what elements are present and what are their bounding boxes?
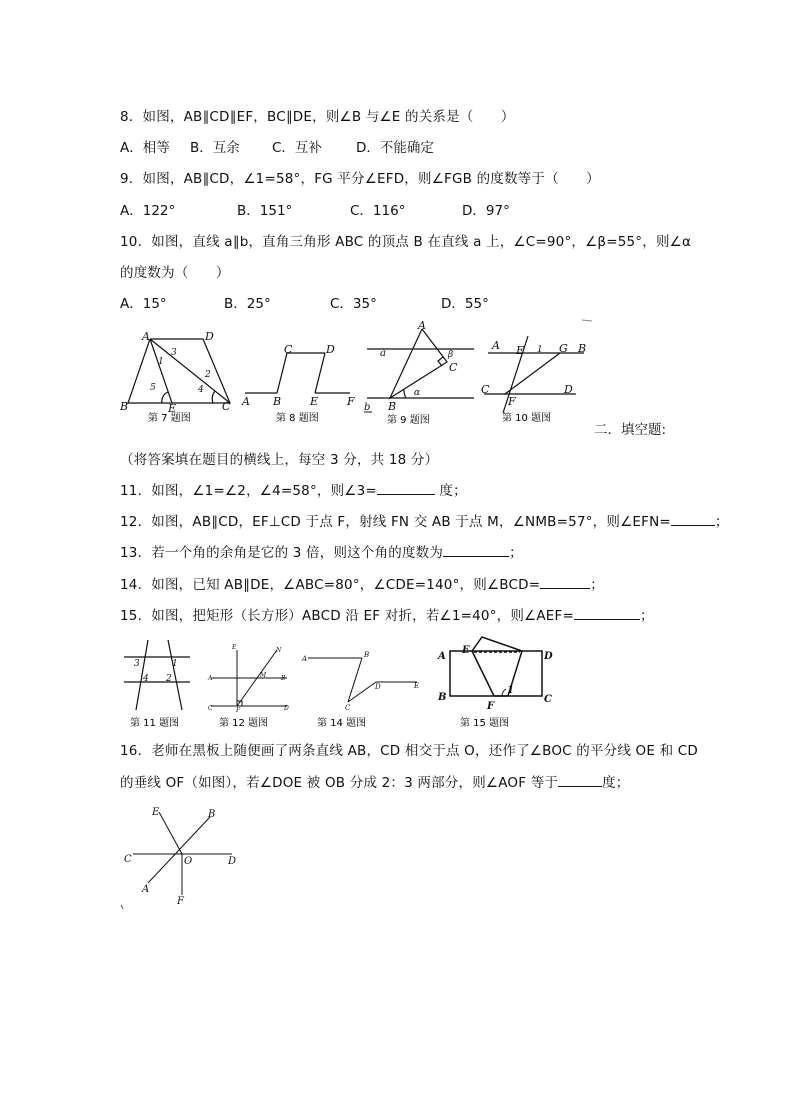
fig7-angle-5: 5 <box>150 383 156 393</box>
fig8-label-A: A <box>242 395 250 408</box>
fig15-angle-1: 1 <box>507 685 514 696</box>
fig11-caption: 第 11 题图 <box>130 718 180 729</box>
q9-option-c[interactable]: C．116° <box>350 203 406 219</box>
q13-prefix: 13．若一个角的余角是它的 3 倍，则这个角的度数为 <box>120 545 444 561</box>
fig12-label-D: D <box>284 705 289 712</box>
fig12-label-E: E <box>232 644 237 651</box>
q10-option-a[interactable]: A．15° <box>120 296 167 312</box>
q16-answer-blank[interactable] <box>558 774 602 787</box>
fig10-label-A: A <box>492 339 500 352</box>
fig9-label-alpha: α <box>414 388 421 398</box>
q16-suffix: 度； <box>602 775 630 791</box>
q14-text <box>120 573 604 593</box>
q13-text <box>120 541 523 561</box>
fig10-label-F: F <box>508 395 516 408</box>
q8-option-c[interactable]: C．互补 <box>272 140 322 156</box>
fig7-label-C: C <box>222 400 231 413</box>
fig12-label-F: F <box>236 707 241 714</box>
fig16-label-B: B <box>208 809 216 820</box>
q8-option-b[interactable]: B．互余 <box>190 140 240 156</box>
fig8-label-E: E <box>310 395 319 408</box>
fig7-caption: 第 7 题图 <box>148 413 191 424</box>
fig15-label-E: E <box>462 645 470 656</box>
fig16-label-F: F <box>177 896 184 907</box>
fig9-label-B: B <box>388 400 397 413</box>
q16-text-line2 <box>120 771 630 791</box>
fig8-label-D: D <box>326 343 335 356</box>
q16-text-line1: 16．老师在黑板上随便画了两条直线 AB，CD 相交于点 O，还作了∠BOC 的平分线 OE 和 CD <box>120 743 699 759</box>
fig16-label-E: E <box>152 807 160 818</box>
q12-prefix: 12．如图，AB∥CD，EF⊥CD 于点 F，射线 FN 交 AB 于点 M，∠NMB=57°，则∠EFN= <box>120 514 671 530</box>
fig7-label-E: E <box>168 402 177 415</box>
figure-7 <box>118 330 238 425</box>
fig14-label-A: A <box>302 655 308 663</box>
section2-title: 二．填空题: <box>594 422 667 438</box>
fig15-label-D: D <box>544 651 553 662</box>
q15-suffix: ； <box>640 608 654 624</box>
figure-8 <box>240 340 360 425</box>
fig14-label-B: B <box>364 651 370 659</box>
q15-text <box>120 604 654 624</box>
figure-12 <box>205 640 295 730</box>
fig16-label-A: A <box>142 884 150 895</box>
section2-note: （将答案填在题目的横线上，每空 3 分，共 18 分） <box>120 452 439 468</box>
q12-suffix: ； <box>714 514 729 530</box>
fig7-label-B: B <box>120 400 129 413</box>
q8-text: 8．如图，AB∥CD∥EF，BC∥DE，则∠B 与∠E 的关系是（ ） <box>120 109 515 125</box>
fig11-angle-3: 3 <box>134 659 140 669</box>
fig10-label-E: E <box>516 344 525 357</box>
fig8-label-B: B <box>273 395 282 408</box>
fig15-label-F: F <box>487 701 495 712</box>
q13-suffix: ； <box>509 545 523 561</box>
q8-option-a[interactable]: A．相等 <box>120 140 170 156</box>
fig14-caption: 第 14 题图 <box>317 718 367 729</box>
fig11-angle-1: 1 <box>172 659 178 669</box>
q15-answer-blank[interactable] <box>574 607 640 620</box>
fig10-label-C: C <box>481 383 490 396</box>
fig12-label-N: N <box>276 647 282 654</box>
fig12-caption: 第 12 题图 <box>219 718 269 729</box>
fig7-angle-3: 3 <box>171 348 177 358</box>
q9-option-a[interactable]: A．122° <box>120 203 176 219</box>
fig8-label-C: C <box>284 343 293 356</box>
fig16-label-D: D <box>228 856 237 867</box>
fig9-label-beta: β <box>448 350 454 360</box>
figure-14 <box>300 645 425 730</box>
fig11-angle-2: 2 <box>166 674 172 684</box>
q10-option-d[interactable]: D．55° <box>441 296 489 312</box>
q16-prefix: 的垂线 OF（如图），若∠DOE 被 OB 分成 2：3 两部分，则∠AOF 等于 <box>120 775 559 791</box>
q9-text: 9．如图，AB∥CD，∠1=58°，FG 平分∠EFD，则∠FGB 的度数等于（ ） <box>120 171 600 187</box>
fig15-label-C: C <box>544 694 552 705</box>
fig10-label-G: G <box>559 342 568 355</box>
fig15-label-B: B <box>438 692 447 703</box>
fig12-label-B: B <box>281 675 286 682</box>
fig11-angle-4: 4 <box>143 674 149 684</box>
fig14-label-D: D <box>375 683 381 691</box>
fig8-label-F: F <box>347 395 355 408</box>
fig7-label-A: A <box>142 330 150 343</box>
q10-text-line1: 10．如图，直线 a∥b，直角三角形 ABC 的顶点 B 在直线 a 上，∠C=90°，∠β=55°，则∠α <box>120 234 692 250</box>
q9-option-b[interactable]: B．151° <box>237 203 293 219</box>
q8-option-d[interactable]: D．不能确定 <box>356 140 434 156</box>
q15-prefix: 15．如图，把矩形（长方形）ABCD 沿 EF 对折，若∠1=40°，则∠AEF= <box>120 608 575 624</box>
q11-suffix: 度； <box>439 483 467 499</box>
fig7-angle-4: 4 <box>198 385 204 395</box>
fig12-label-C: C <box>208 705 213 712</box>
fig9-label-A: A <box>418 319 426 332</box>
q12-answer-blank[interactable] <box>671 513 715 526</box>
q10-option-c[interactable]: C．35° <box>330 296 377 312</box>
fig16-label-C: C <box>124 854 132 865</box>
fig10-label-B: B <box>578 342 587 355</box>
q11-prefix: 11．如图，∠1=∠2，∠4=58°，则∠3= <box>120 483 377 499</box>
fig10-caption: 第 10 题图 <box>502 413 552 424</box>
figure-15 <box>432 633 562 730</box>
fig9-label-a: a <box>380 348 386 359</box>
q10-option-b[interactable]: B．25° <box>224 296 271 312</box>
fig14-label-E: E <box>414 682 420 690</box>
fig12-label-M: M <box>260 672 267 679</box>
fig15-caption: 第 15 题图 <box>460 718 510 729</box>
fig9-caption: 第 9 题图 <box>387 415 430 426</box>
fig7-angle-2: 2 <box>205 370 211 380</box>
q11-answer-blank[interactable] <box>377 482 435 495</box>
fig9-label-b: b <box>364 402 371 413</box>
figure-9 <box>362 320 482 425</box>
fig14-label-C: C <box>345 704 351 712</box>
fig16-label-O: O <box>184 856 193 867</box>
q9-option-d[interactable]: D．97° <box>462 203 510 219</box>
q12-text <box>120 510 729 530</box>
fig7-label-D: D <box>205 330 214 343</box>
q14-suffix: ； <box>590 577 604 593</box>
fig12-label-A: A <box>208 675 213 682</box>
fig9-label-C: C <box>449 361 458 374</box>
q11-text <box>120 479 467 499</box>
fig15-label-A: A <box>438 651 446 662</box>
fig10-angle-1: 1 <box>537 345 543 355</box>
q14-answer-blank[interactable] <box>540 576 590 589</box>
fig8-caption: 第 8 题图 <box>276 413 319 424</box>
figure-11 <box>122 635 197 730</box>
figure-10 <box>478 318 598 426</box>
figure-16 <box>115 800 245 915</box>
q13-answer-blank[interactable] <box>443 544 509 557</box>
fig10-label-D: D <box>564 383 573 396</box>
fig7-angle-1: 1 <box>158 357 164 367</box>
q10-text-line2: 的度数为（ ） <box>120 265 230 281</box>
q14-prefix: 14．如图，已知 AB∥DE，∠ABC=80°，∠CDE=140°，则∠BCD= <box>120 577 541 593</box>
